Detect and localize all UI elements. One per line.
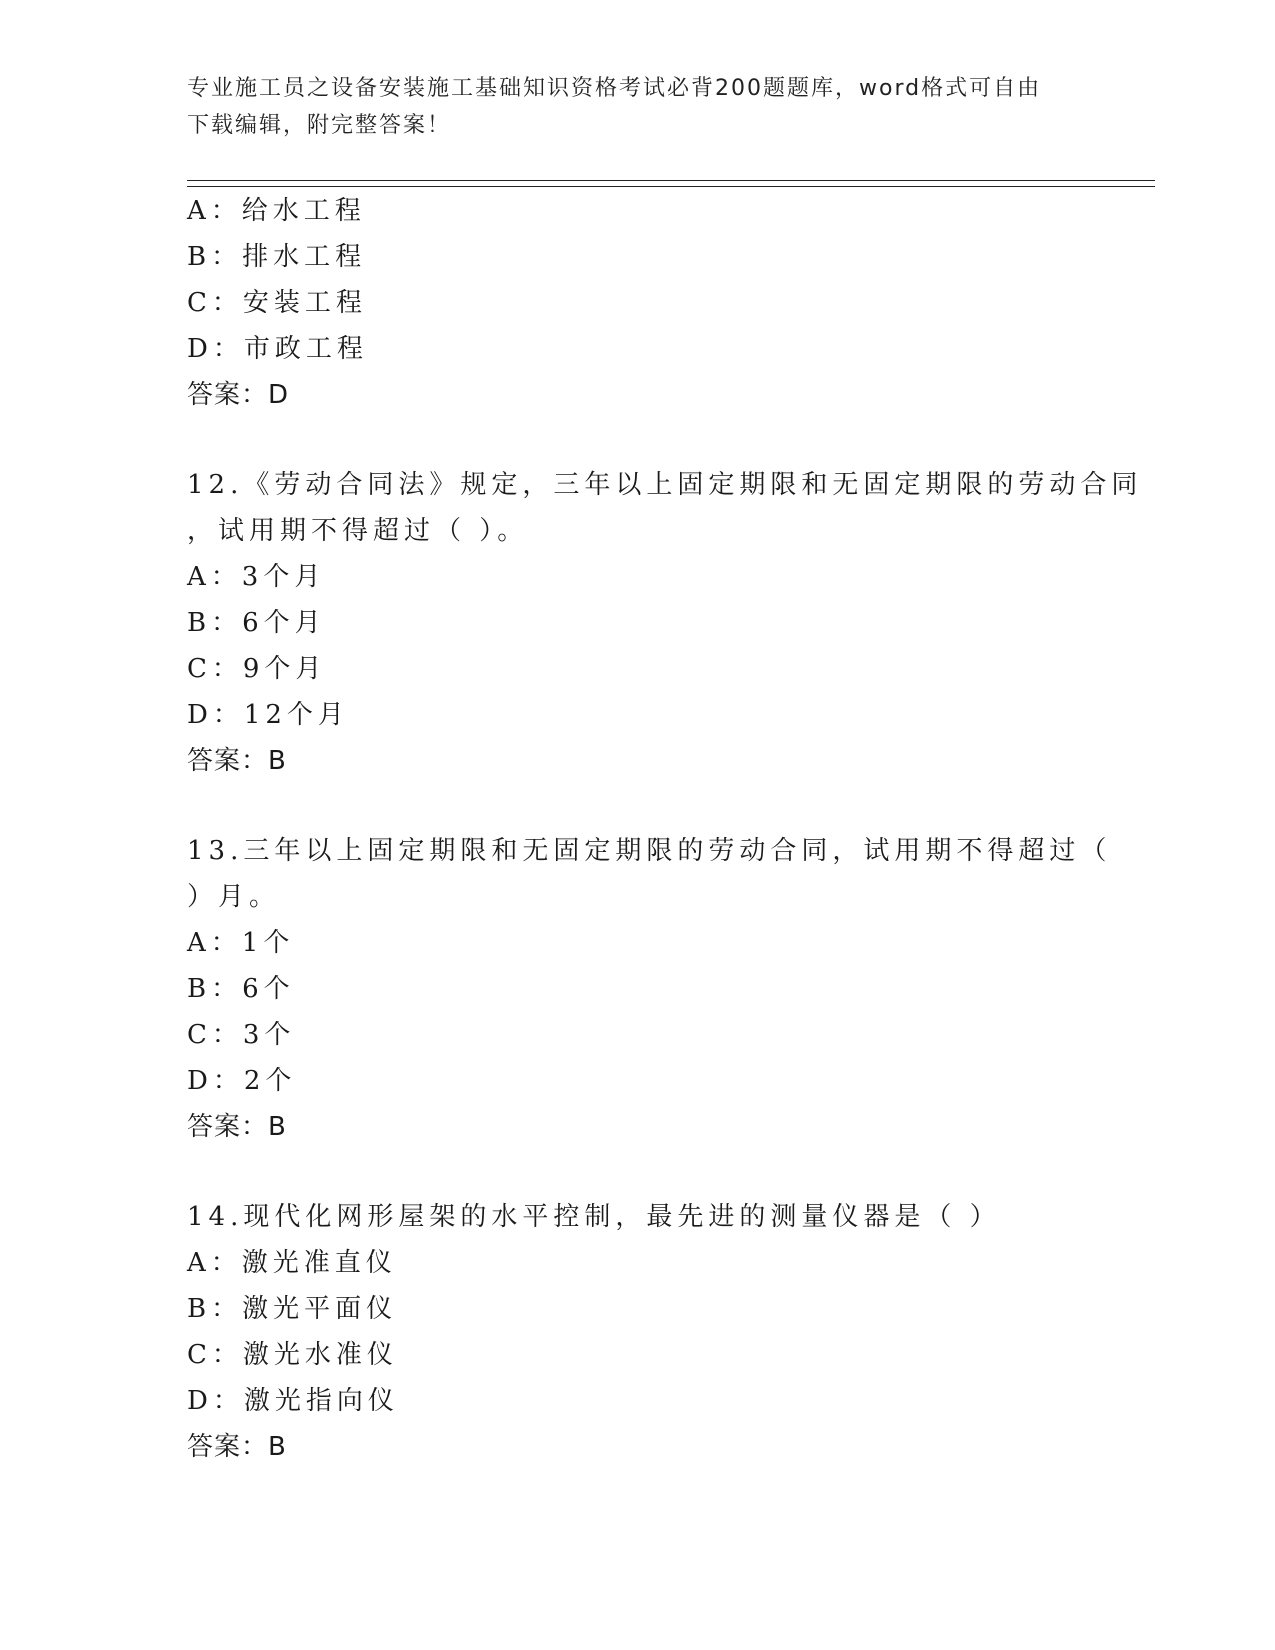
option-d: D：激光指向仪 (187, 1386, 399, 1416)
option-b: B：激光平面仪 (187, 1294, 398, 1324)
option-c: C：9个月 (187, 654, 327, 684)
option-d: D：2个 (187, 1066, 297, 1096)
spacer (187, 418, 1147, 462)
question-stem-line-1: 12.《劳动合同法》规定，三年以上固定期限和无固定期限的劳动合同 (187, 470, 1143, 500)
option-b: B：6个 (187, 974, 295, 1004)
option-b: B：6个月 (187, 608, 326, 638)
answer-line: 答案：B (187, 746, 287, 776)
option-c: C：安装工程 (187, 288, 367, 318)
option-a: A：激光准直仪 (187, 1248, 397, 1278)
question-stem-line-2: ）月。 (187, 882, 281, 912)
answer-line: 答案：B (187, 1432, 287, 1462)
question-list (187, 188, 1147, 1470)
question-block-11 (187, 188, 1147, 418)
header-line-2: 下载编辑，附完整答案！ (187, 113, 452, 138)
option-c: C：激光水准仪 (187, 1340, 398, 1370)
question-stem-line-2: ，试用期不得超过（ ）。 (187, 516, 529, 546)
header-divider (187, 180, 1155, 187)
question-stem-line-1: 14.现代化网形屋架的水平控制，最先进的测量仪器是（ ） (187, 1202, 1001, 1232)
option-a: A：给水工程 (187, 196, 366, 226)
option-d: D：12个月 (187, 700, 349, 730)
question-block-14 (187, 1194, 1147, 1470)
answer-line: 答案：D (187, 380, 290, 410)
header-line-1: 专业施工员之设备安装施工基础知识资格考试必背200题题库，word格式可自由 (187, 76, 1042, 101)
answer-line: 答案：B (187, 1112, 287, 1142)
option-b: B：排水工程 (187, 242, 367, 272)
option-d: D：市政工程 (187, 334, 368, 364)
document-header (187, 70, 1087, 144)
question-block-13 (187, 828, 1147, 1150)
question-stem-line-1: 13.三年以上固定期限和无固定期限的劳动合同，试用期不得超过（ (187, 836, 1112, 866)
spacer (187, 784, 1147, 828)
option-c: C：3个 (187, 1020, 296, 1050)
question-block-12 (187, 462, 1147, 784)
spacer (187, 1150, 1147, 1194)
option-a: A：1个 (187, 928, 295, 958)
option-a: A：3个月 (187, 562, 326, 592)
